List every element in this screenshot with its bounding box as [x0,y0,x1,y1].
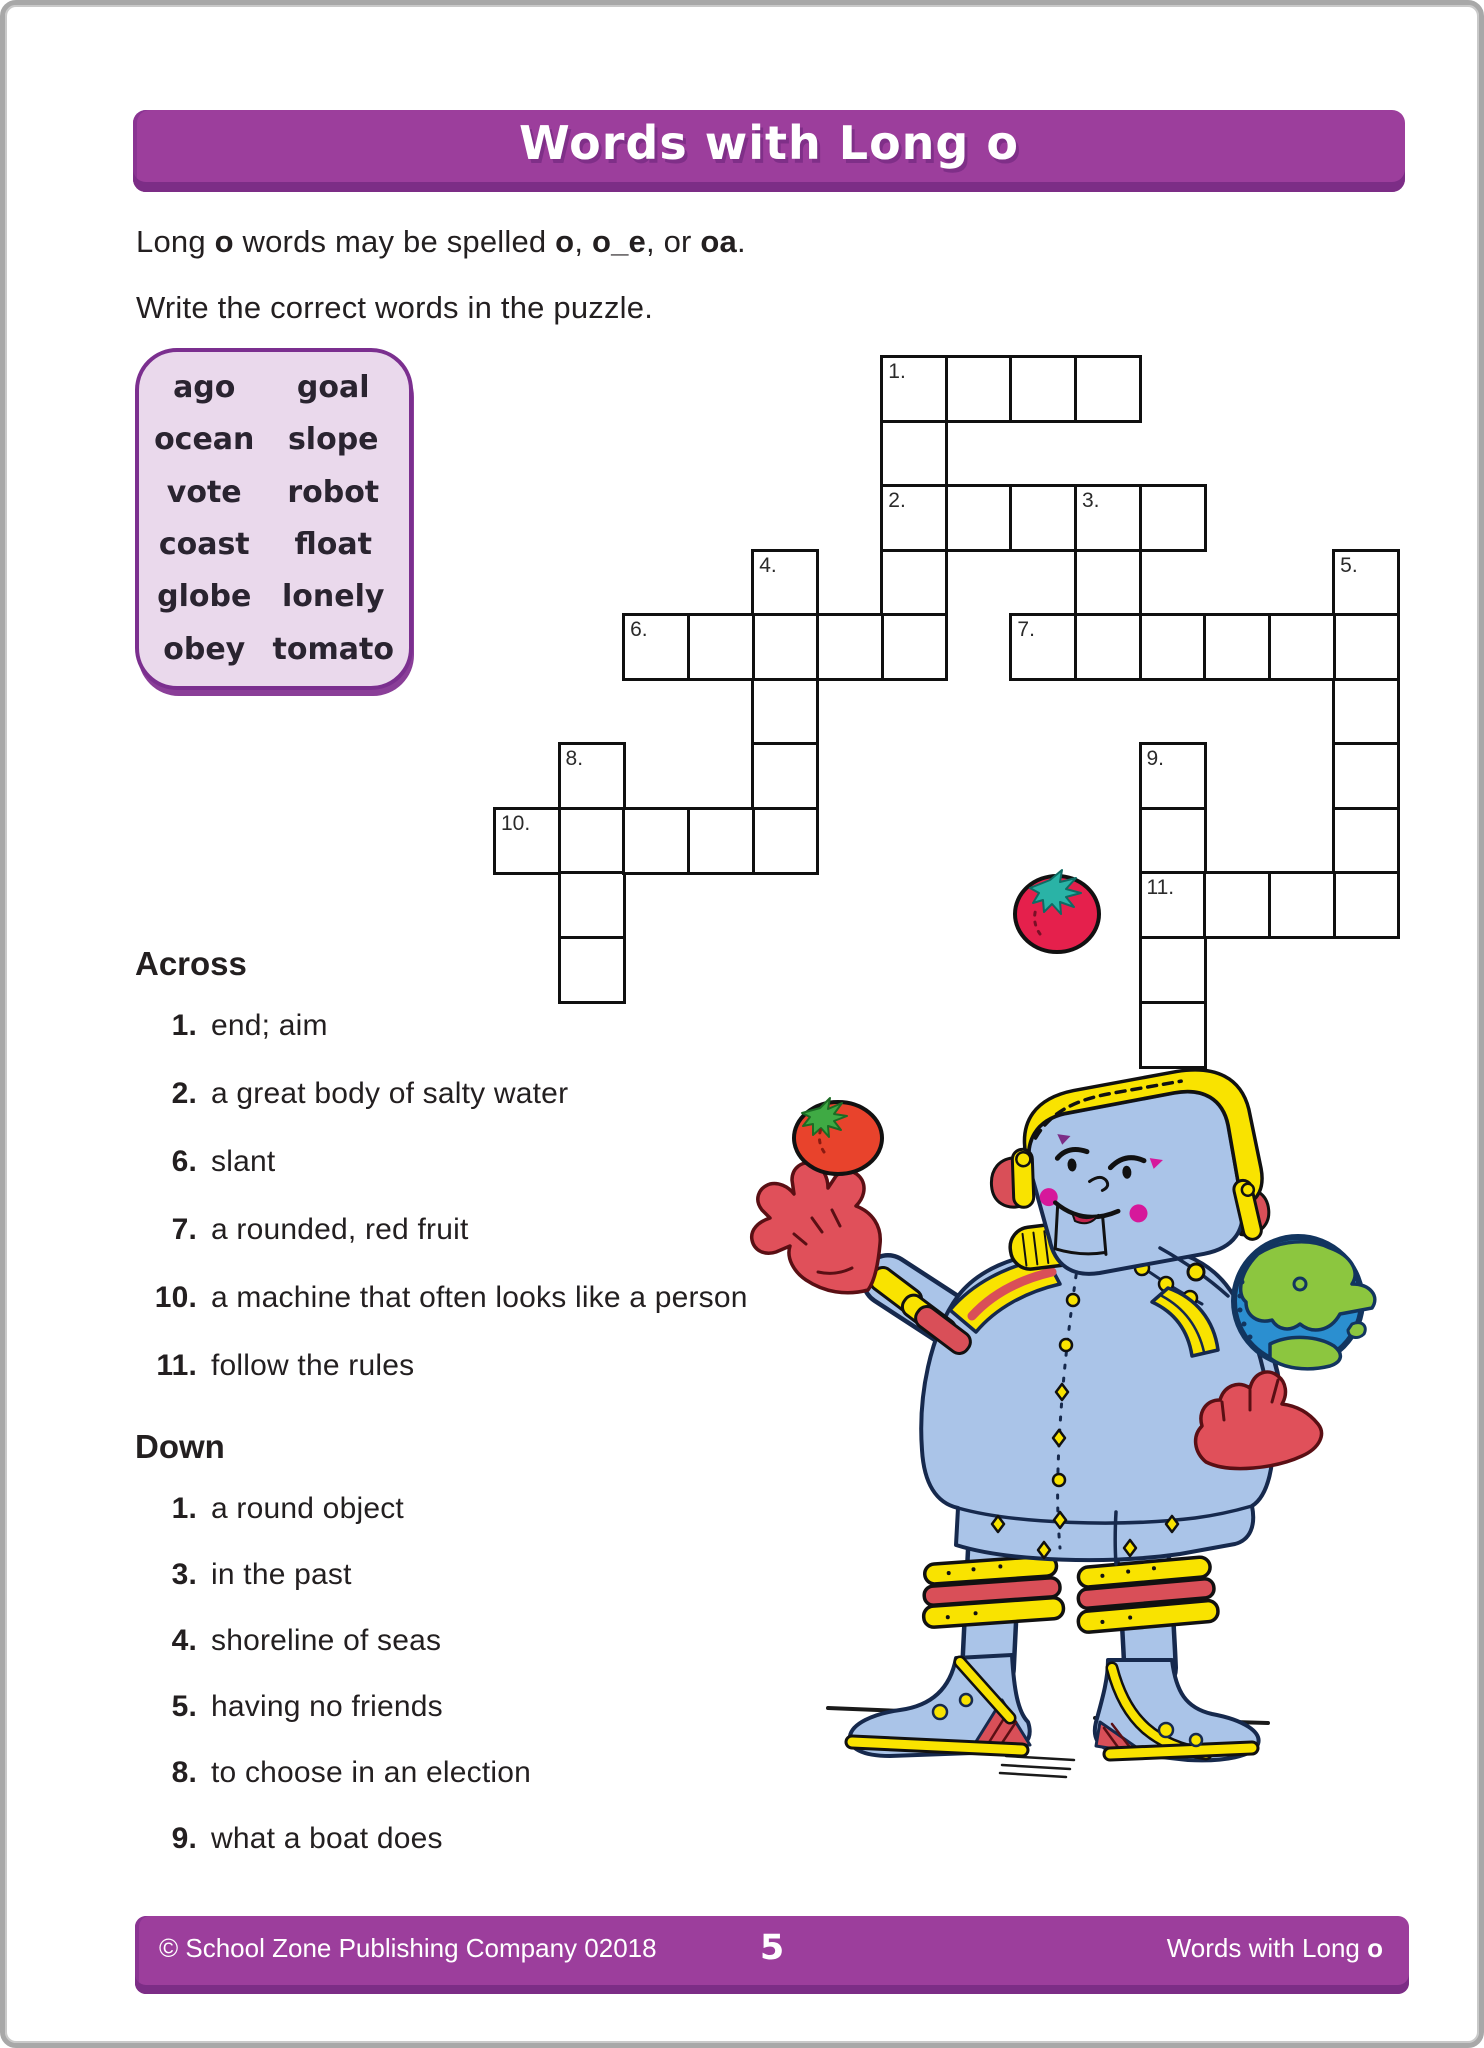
crossword-cell[interactable] [751,549,819,617]
crossword-cell[interactable] [945,484,1013,552]
clue-item-number: 8. [171,1756,197,1789]
clue-number: 6. [630,618,648,642]
word-bank-word: vote [166,474,242,510]
intro-part: , or [645,224,701,259]
intro-part: oa [700,224,737,259]
clue-item-text: a rounded, red fruit [211,1213,469,1246]
instruction-text: Write the correct words in the puzzle. [136,290,654,325]
clue-number: 10. [501,811,531,835]
robot-head [983,1064,1273,1282]
crossword-cell[interactable] [1268,871,1336,939]
clue-item [135,1349,1015,1387]
word-bank-word: tomato [272,631,394,667]
clue-item-text: slant [211,1145,276,1178]
clue-item-text: a machine that often looks like a person [211,1281,748,1314]
clue-item [135,1822,1015,1860]
crossword-cell[interactable] [1009,484,1077,552]
word-bank-column [273,362,394,676]
crossword-cell[interactable] [1139,871,1207,939]
clue-item [135,1558,1015,1596]
clue-item-number: 10. [154,1281,197,1314]
copyright-text: © School Zone Publishing Company 02018 [159,1933,657,1963]
across-clues [135,945,1015,1417]
crossword-cell[interactable] [1074,355,1142,423]
clue-item-text: end; aim [211,1009,328,1042]
intro-part: o_e [591,224,646,259]
clue-item-text: shoreline of seas [211,1624,442,1657]
crossword-cell[interactable] [880,484,948,552]
down-clues [135,1428,1015,1888]
clue-number: 4. [759,553,777,577]
crossword-cell[interactable] [751,678,819,746]
word-bank-word: float [294,527,372,563]
clue-item-text: having no friends [211,1690,443,1723]
clue-item [135,1009,1015,1047]
crossword-cell[interactable] [1332,742,1400,810]
crossword-cell[interactable] [751,807,819,875]
clue-item-text: a great body of salty water [211,1077,569,1110]
word-bank-word: goal [296,370,370,406]
clue-item-number: 1. [171,1009,197,1042]
crossword-cell[interactable] [880,549,948,617]
crossword-cell[interactable] [1009,355,1077,423]
crossword-cell[interactable] [622,807,690,875]
clue-item [135,1077,1015,1115]
crossword-cell[interactable] [687,613,755,681]
page-number: 5 [759,1928,785,1968]
crossword-cell[interactable] [558,742,626,810]
crossword-cell[interactable] [1203,871,1271,939]
clue-item-number: 5. [171,1690,197,1723]
clue-item-text: to choose in an election [211,1756,532,1789]
crossword-cell[interactable] [880,420,948,488]
crossword-cell[interactable] [622,613,690,681]
crossword-cell[interactable] [1332,549,1400,617]
clue-number: 8. [565,747,584,771]
page-title: Words with Long o [519,116,1019,170]
crossword-cell[interactable] [1139,484,1207,552]
clue-item-number: 9. [171,1822,197,1855]
pendant-wire [1160,1248,1228,1296]
word-bank-word: obey [163,631,246,667]
clue-number: 11. [1146,876,1175,900]
clue-number: 9. [1146,747,1165,771]
crossword-cell[interactable] [1332,807,1400,875]
down-heading: Down [135,1428,225,1465]
clue-item-number: 7. [171,1213,197,1246]
crossword-cell[interactable] [687,807,755,875]
word-bank-word: globe [157,579,252,615]
clue-item [135,1756,1015,1794]
clue-item [135,1281,1015,1319]
crossword-cell[interactable] [751,613,819,681]
word-bank-word: lonely [282,579,385,615]
crossword-cell[interactable] [1139,742,1207,810]
crossword-cell[interactable] [1074,484,1142,552]
intro-part: . [736,224,746,259]
crossword-cell[interactable] [816,613,884,681]
robot-collar [1008,1211,1168,1272]
crossword-cell[interactable] [1268,613,1336,681]
clue-item-text: in the past [211,1558,352,1591]
clue-item [135,1690,1015,1728]
footer-bar [135,1916,1409,1994]
clue-item-text: follow the rules [211,1349,415,1382]
clue-item-number: 4. [171,1624,197,1657]
clue-item [135,1145,1015,1183]
crossword-cell[interactable] [1074,613,1142,681]
clue-item-number: 3. [171,1558,197,1591]
clue-item-number: 11. [156,1349,197,1382]
word-bank-column [154,362,254,676]
intro-part: , [574,224,592,259]
crossword-cell[interactable] [880,355,948,423]
clue-number: 5. [1340,553,1358,577]
crossword-cell[interactable] [1332,678,1400,746]
clue-item-text: a round object [211,1492,404,1525]
intro-part: o [214,224,234,259]
word-bank-word: ago [173,370,236,406]
crossword-cell[interactable] [1139,613,1207,681]
crossword-cell[interactable] [1074,549,1142,617]
clue-item-text: what a boat does [211,1822,443,1855]
clue-number: 2. [888,489,906,513]
crossword-cell[interactable] [1203,613,1271,681]
word-bank-word: coast [158,527,250,563]
clue-item-number: 1. [171,1492,197,1525]
crossword-cell[interactable] [945,355,1013,423]
word-bank-word: robot [287,474,380,510]
intro-part: words may be spelled [233,224,556,259]
crossword-cell[interactable] [880,613,948,681]
crossword-cell[interactable] [1332,871,1400,939]
crossword-cell[interactable] [1139,936,1207,1004]
clue-item [135,1213,1015,1251]
crossword-cell[interactable] [1009,613,1077,681]
crossword-cell[interactable] [493,807,561,875]
crossword-cell[interactable] [558,871,626,939]
word-bank-word: ocean [154,422,255,458]
title-banner [133,110,1405,192]
intro-part: o [555,224,575,259]
crossword-cell[interactable] [558,807,626,875]
intro-part: Long [136,224,215,259]
clue-number: 7. [1017,618,1035,642]
clue-number: 3. [1081,489,1100,513]
clue-item [135,1624,1015,1662]
crossword-cell[interactable] [1139,807,1207,875]
word-bank [135,348,413,690]
across-heading: Across [135,945,247,982]
crossword-cell[interactable] [751,742,819,810]
clue-number: 1. [888,360,906,383]
crossword-cell[interactable] [1332,613,1400,681]
footer-right-label: Words with Long o [1166,1933,1383,1963]
word-bank-word: slope [287,422,379,458]
clue-item [135,1492,1015,1530]
clue-item-number: 2. [171,1077,197,1110]
intro-text [136,224,746,260]
earth-globe-icon [1234,1237,1375,1369]
clue-item-number: 6. [171,1145,197,1178]
crossword-cell[interactable] [1139,1001,1207,1069]
